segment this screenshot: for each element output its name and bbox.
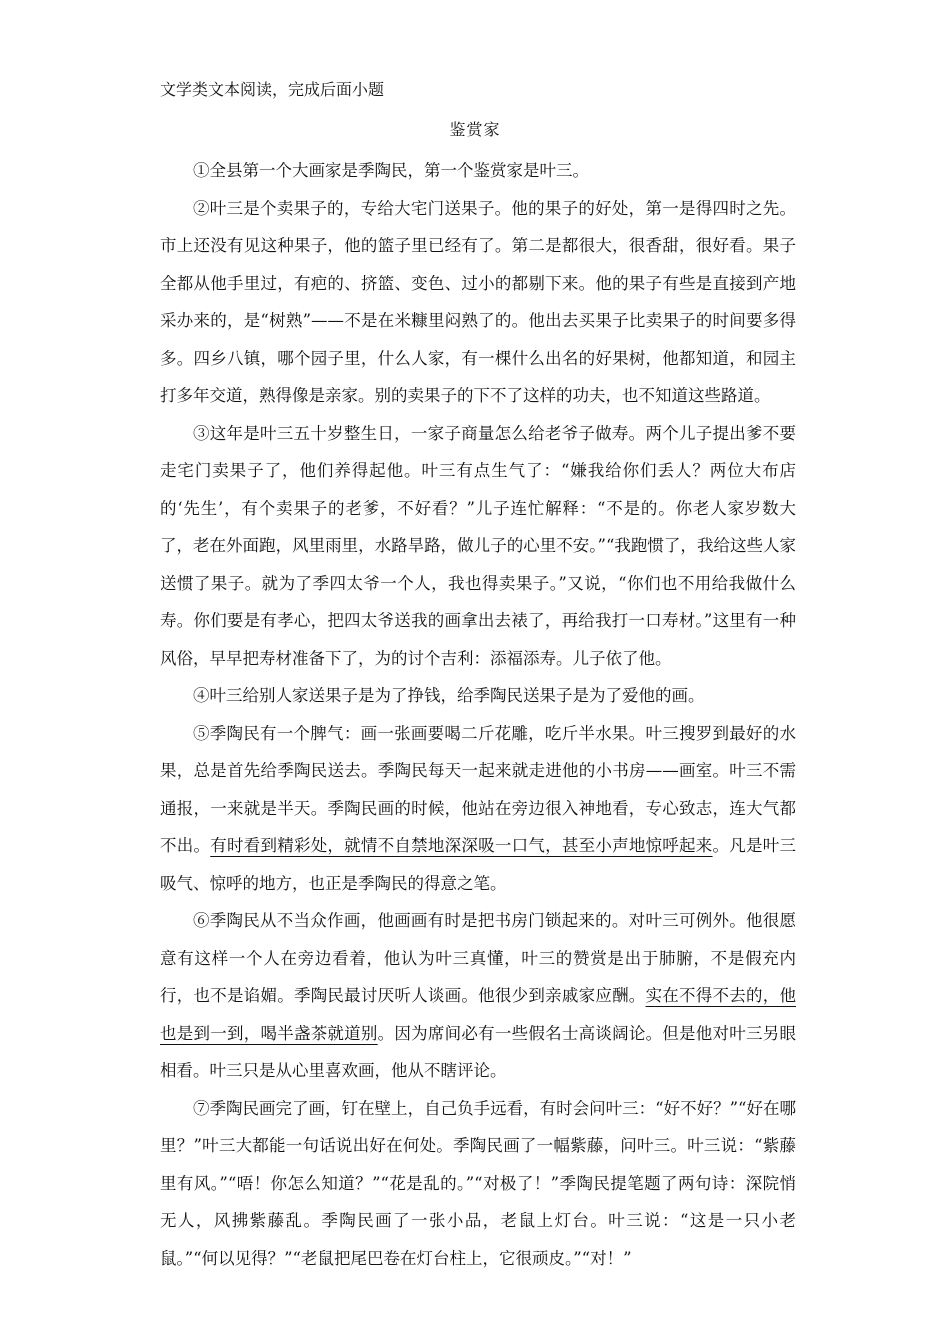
paragraph-5	[160, 715, 796, 903]
paragraph-text: ⑦季陶民画完了画，钉在壁上，自己负手远看，有时会问叶三：“好不好？”“好在哪里？”叶三大都能一句话说出好在何处。季陶民画了一幅紫藤，问叶三。叶三说：“紫藤里有风。”“唔！你怎么知道？”“花是乱的。”“对极了！”季陶民提笔题了两句诗：深院悄无人，风拂紫藤乱。季陶民画了一张小品，老鼠上灯台。叶三说：“这是一只小老鼠。”“何以见得？”“老鼠把尾巴卷在灯台柱上，它很顽皮。”“对！”	[160, 1098, 796, 1268]
paragraph-4	[160, 677, 796, 715]
paragraph-text: ⑥季陶民从不当众作画，他画画有时是把书房门锁起来的。对叶三可例外。他很愿意有这样一个人在旁边看着，他认为叶三真懂，叶三的赞赏是出于肺腑，不是假充内行，也不是谄媚。季陶民最讨厌听人谈画。他很少到亲戚家应酬。	[160, 911, 796, 1005]
paragraph-2	[160, 190, 796, 415]
paragraph-7	[160, 1090, 796, 1278]
underlined-sentence: 实在不得不去的，他也是到一到，喝半盏茶就道别	[160, 986, 797, 1043]
paragraph-text: ①全县第一个大画家是季陶民，第一个鉴赏家是叶三。	[193, 161, 589, 180]
paragraph-1	[160, 152, 796, 190]
paragraph-text: ③这年是叶三五十岁整生日，一家子商量怎么给老爷子做寿。两个儿子提出爹不要走宅门卖果子了，他们养得起他。叶三有点生气了：“嫌我给你们丢人？两位大布店的‘先生’，有个卖果子的老爹，不好看？”儿子连忙解释：“不是的。你老人家岁数大了，老在外面跑，风里雨里，水路旱路，做儿子的心里不安。”“我跑惯了，我给这些人家送惯了果子。就为了季四太爷一个人，我也得卖果子。”又说，“你们也不用给我做什么寿。你们要是有孝心，把四太爷送我的画拿出去裱了，再给我打一口寿材。”这里有一种风俗，早早把寿材准备下了，为的讨个吉利：添福添寿。儿子依了他。	[160, 423, 796, 668]
paragraph-text: ②叶三是个卖果子的，专给大宅门送果子。他的果子的好处，第一是得四时之先。市上还没有见这种果子，他的篮子里已经有了。第二是都很大，很香甜，很好看。果子全都从他手里过，有疤的、挤篮、变色、过小的都剔下来。他的果子有些是直接到产地采办来的，是“树熟”——不是在米糠里闷熟了的。他出去买果子比卖果子的时间要多得多。四乡八镇，哪个园子里，什么人家，有一棵什么出名的好果树，他都知道，和园主打多年交道，熟得像是亲家。别的卖果子的下不了这样的功夫，也不知道这些路道。	[160, 198, 796, 405]
underlined-sentence: 有时看到精彩处，就情不自禁地深深吸一口气，甚至小声地惊呼起来	[210, 836, 713, 855]
paragraph-text: ⑤季陶民有一个脾气：画一张画要喝二斤花雕，吃斤半水果。叶三搜罗到最好的水果，总是首先给季陶民送去。季陶民每天一起来就走进他的小书房——画室。叶三不需通报，一来就是半天。季陶民画的时候，他站在旁边很入神地看，专心致志，连大气都不出。	[160, 723, 796, 855]
paragraph-3	[160, 415, 796, 678]
paragraph-6	[160, 902, 796, 1090]
article-body	[160, 152, 796, 1277]
question-instruction: 文学类文本阅读，完成后面小题	[160, 80, 385, 99]
article-title: 鉴赏家	[449, 120, 501, 139]
paragraph-text: ④叶三给别人家送果子是为了挣钱，给季陶民送果子是为了爱他的画。	[193, 686, 705, 705]
paragraph-text: 。因为席间必有一些假名士高谈阔论。但是他对叶三另眼相看。叶三只是从心里喜欢画，他从不瞎评论。	[160, 1023, 797, 1080]
paragraph-text: 。凡是叶三吸气、惊呼的地方，也正是季陶民的得意之笔。	[160, 836, 797, 893]
